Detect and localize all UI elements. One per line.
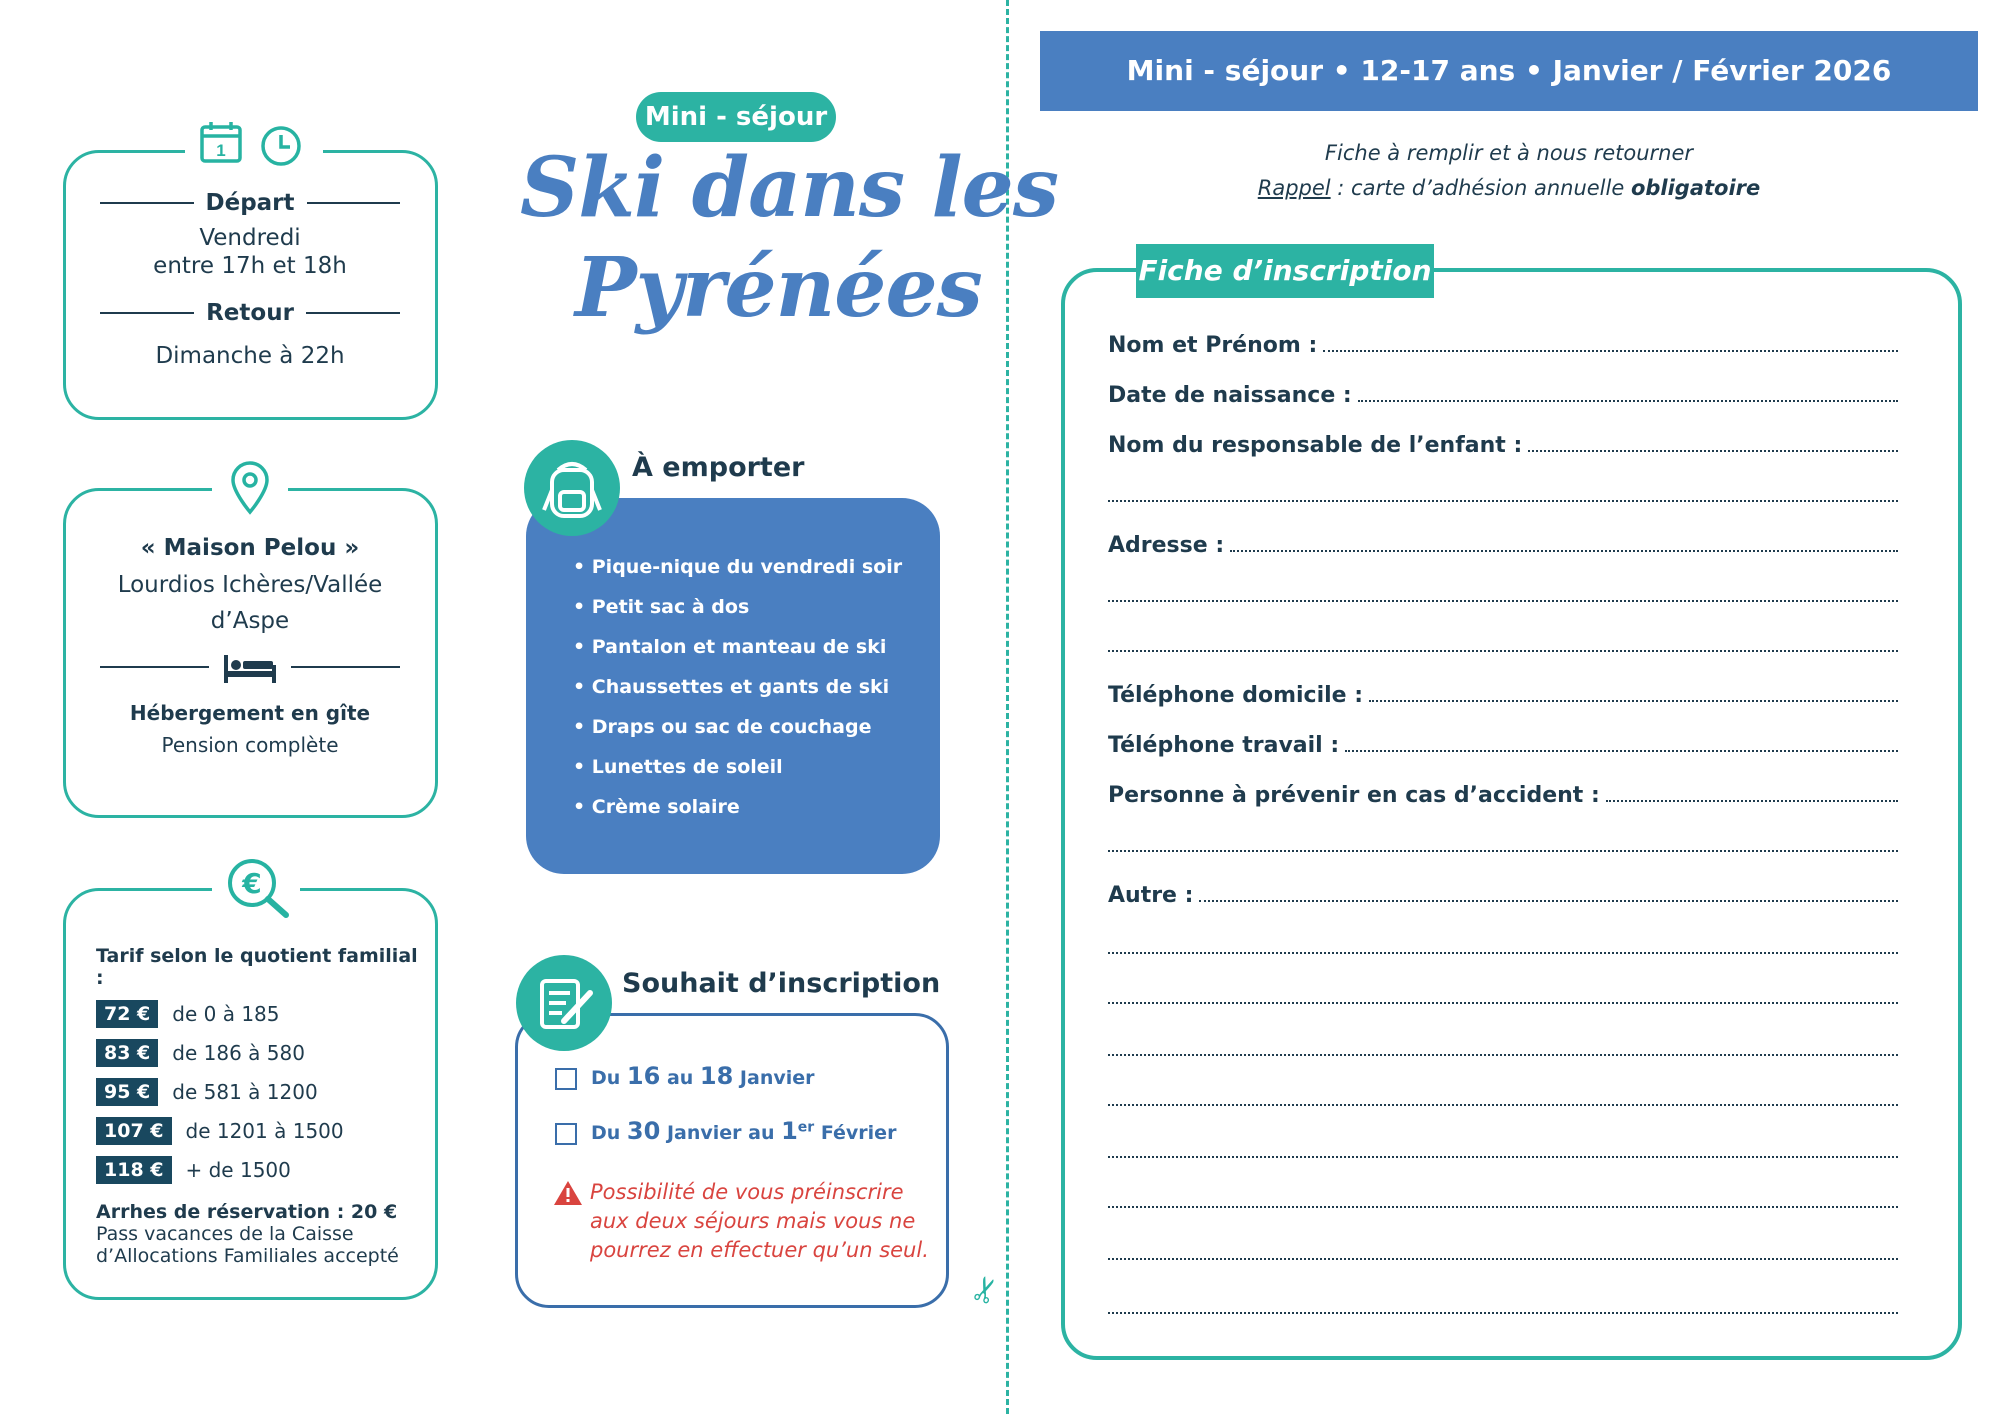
price-row <box>96 1153 426 1187</box>
schedule-content <box>100 190 400 370</box>
backpack-icon <box>524 440 620 536</box>
location-place2: d’Aspe <box>210 608 290 634</box>
price-range: de 186 à 580 <box>172 1041 305 1065</box>
pricing-content <box>96 945 426 1267</box>
bring-list <box>573 556 933 836</box>
location-place1: Lourdios Ichères/Vallée <box>117 572 383 598</box>
field-birth[interactable]: Date de naissance : <box>1108 378 1898 408</box>
deposit: Arrhes de réservation : 20 € <box>96 1201 398 1223</box>
bring-item: • Lunettes de soleil <box>573 756 783 778</box>
title-line2: Pyrénées <box>575 240 982 336</box>
caf-note2: d’Allocations Familiales accepté <box>96 1245 399 1267</box>
caf-note1: Pass vacances de la Caisse <box>96 1223 354 1245</box>
price-range: + de 1500 <box>185 1158 291 1182</box>
emergency-line-2[interactable] <box>1108 850 1898 852</box>
price-row <box>96 1075 426 1109</box>
field-home-phone[interactable]: Téléphone domicile : <box>1108 678 1898 708</box>
svg-text:€: € <box>242 867 262 900</box>
lodging-type: Hébergement en gîte <box>129 701 371 725</box>
other-line-4[interactable] <box>1108 1054 1898 1056</box>
subtitle: Fiche à remplir et à nous retourner Rappel : carte d’adhésion annuelle obligatoire <box>1257 141 1761 200</box>
depart-time: entre 17h et 18h <box>153 253 347 279</box>
other-line-9[interactable] <box>1108 1312 1898 1314</box>
retour-time: Dimanche à 22h <box>155 343 345 369</box>
wish-title: Souhait d’inscription <box>622 968 941 999</box>
header-banner: Mini - séjour • 12-17 ans • Janvier / Février 2026 <box>1040 31 1978 111</box>
price-range: de 581 à 1200 <box>172 1080 318 1104</box>
bring-item: • Chaussettes et gants de ski <box>573 676 890 698</box>
field-name[interactable]: Nom et Prénom : <box>1108 328 1898 358</box>
price-range: de 1201 à 1500 <box>185 1119 344 1143</box>
other-line-3[interactable] <box>1108 1002 1898 1004</box>
retour-label: Retour <box>206 300 294 326</box>
warning-icon <box>553 1180 583 1210</box>
warning-text: Possibilité de vous préinscrire aux deux séjours mais vous ne pourrez en effectuer qu’un seul. <box>590 1180 929 1262</box>
other-line-5[interactable] <box>1108 1104 1898 1106</box>
address-line-3[interactable] <box>1108 650 1898 652</box>
price-range: de 0 à 185 <box>172 1002 280 1026</box>
field-guardian[interactable]: Nom du responsable de l’enfant : <box>1108 428 1898 458</box>
field-emergency[interactable]: Personne à prévenir en cas d’accident : <box>1108 778 1898 808</box>
board-type: Pension complète <box>161 733 339 757</box>
icon-group-schedule <box>185 118 323 168</box>
price-row <box>96 1036 426 1070</box>
price-badge: 95 € <box>96 1078 158 1106</box>
other-line-8[interactable] <box>1108 1258 1898 1260</box>
field-work-phone[interactable]: Téléphone travail : <box>1108 728 1898 758</box>
other-line-2[interactable] <box>1108 952 1898 954</box>
backpack-badge <box>524 440 620 536</box>
euro-search-icon <box>224 855 294 921</box>
bring-item: • Pique-nique du vendredi soir <box>573 556 903 578</box>
price-badge: 83 € <box>96 1039 158 1067</box>
wish-option-2[interactable]: Du 30 Janvier au 1er Février <box>555 1117 896 1145</box>
field-other[interactable]: Autre : <box>1108 878 1898 908</box>
clock-icon <box>257 122 305 170</box>
location-name: « Maison Pelou » <box>140 535 360 561</box>
price-table <box>96 997 426 1187</box>
wish-option-1[interactable]: Du 16 au 18 Janvier <box>555 1062 815 1090</box>
calendar-icon <box>197 118 245 166</box>
checkbox-option-1[interactable] <box>555 1068 577 1090</box>
title-line1: Ski dans les <box>520 140 1059 236</box>
price-badge: 72 € <box>96 1000 158 1028</box>
address-line-2[interactable] <box>1108 600 1898 602</box>
field-address[interactable]: Adresse : <box>1108 528 1898 558</box>
price-badge: 118 € <box>96 1156 172 1184</box>
checkbox-option-2[interactable] <box>555 1123 577 1145</box>
bring-item: • Petit sac à dos <box>573 596 750 618</box>
title-badge: Mini - séjour <box>636 92 836 142</box>
price-row <box>96 1114 426 1148</box>
svg-text:1: 1 <box>216 141 226 160</box>
guardian-line-2[interactable] <box>1108 500 1898 502</box>
form-badge <box>516 955 612 1051</box>
depart-label: Départ <box>205 190 295 216</box>
price-row <box>96 997 426 1031</box>
form-title: Fiche d’inscription <box>1136 244 1434 298</box>
other-line-6[interactable] <box>1108 1156 1898 1158</box>
bed-icon <box>221 649 279 685</box>
pricing-title: Tarif selon le quotient familial : <box>96 945 418 989</box>
map-pin-icon <box>225 458 275 516</box>
location-content <box>100 535 400 757</box>
form-pen-icon <box>516 955 612 1051</box>
depart-day: Vendredi <box>199 225 301 251</box>
bring-item: • Pantalon et manteau de ski <box>573 636 887 658</box>
bring-title: À emporter <box>632 452 805 483</box>
bring-item: • Crème solaire <box>573 796 740 818</box>
scissors-icon: ✂ <box>962 1269 1010 1311</box>
price-badge: 107 € <box>96 1117 172 1145</box>
bring-item: • Draps ou sac de couchage <box>573 716 872 738</box>
other-line-7[interactable] <box>1108 1206 1898 1208</box>
